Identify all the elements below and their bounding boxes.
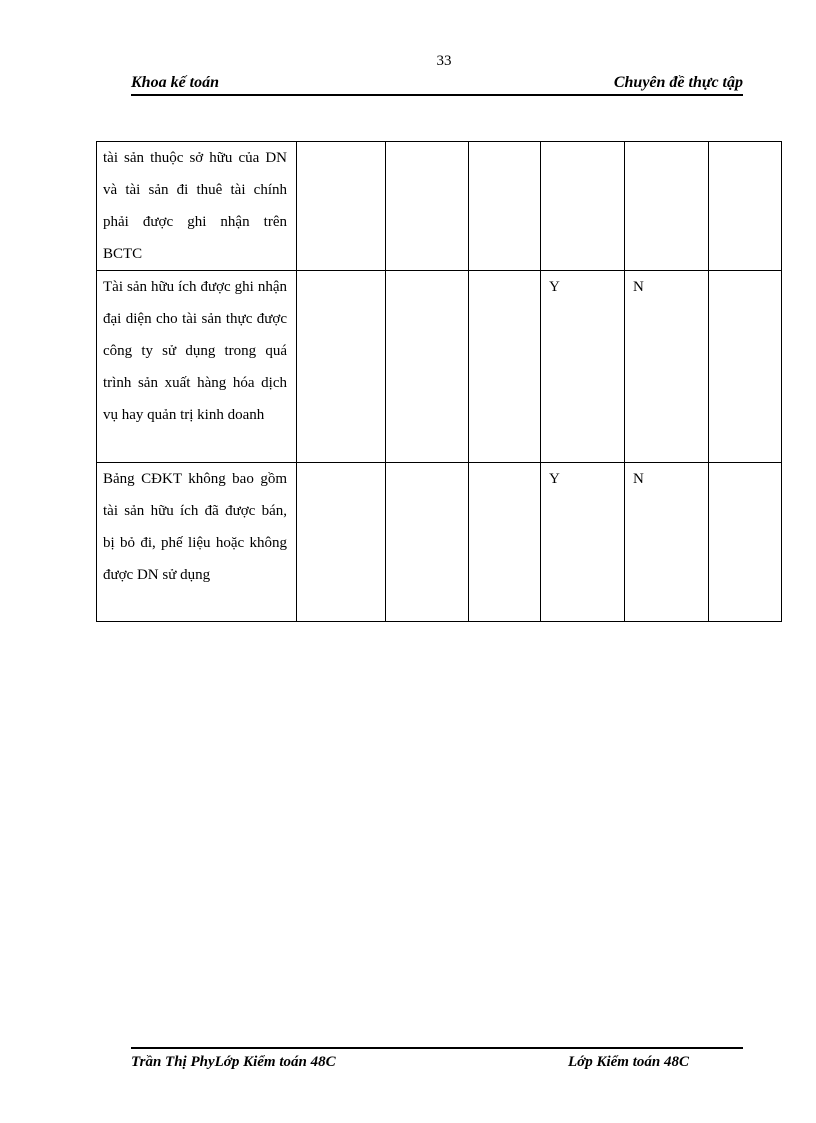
no-mark-cell: N <box>625 463 709 622</box>
yes-mark-cell <box>541 142 625 271</box>
table-cell <box>709 463 782 622</box>
table-cell <box>469 142 541 271</box>
table-cell <box>297 463 386 622</box>
table-cell <box>297 271 386 463</box>
table-cell <box>386 463 469 622</box>
header-report-title: Chuyên đề thực tập <box>613 74 743 91</box>
table-cell <box>709 271 782 463</box>
page-number: 33 <box>436 53 452 69</box>
table-cell <box>469 271 541 463</box>
yes-mark-cell: Y <box>541 271 625 463</box>
footer-class: Lớp Kiểm toán 48C <box>568 1054 689 1070</box>
table-cell <box>386 142 469 271</box>
footer-author: Trần Thị PhyLớp Kiểm toán 48C <box>131 1054 336 1070</box>
table-row <box>97 271 782 463</box>
table-cell <box>386 271 469 463</box>
table-cell <box>709 142 782 271</box>
page-footer <box>131 1047 743 1070</box>
row-description: tài sản thuộc sở hữu của DN và tài sản đi thuê tài chính phải được ghi nhận trên BCTC <box>97 142 297 271</box>
table-cell <box>297 142 386 271</box>
audit-checklist-table <box>96 141 782 622</box>
table-row <box>97 463 782 622</box>
table-cell <box>469 463 541 622</box>
page-header <box>131 74 743 96</box>
no-mark-cell <box>625 142 709 271</box>
no-mark-cell: N <box>625 271 709 463</box>
yes-mark-cell: Y <box>541 463 625 622</box>
header-department: Khoa kế toán <box>131 74 220 91</box>
row-description: Bảng CĐKT không bao gồm tài sản hữu ích đã được bán, bị bỏ đi, phế liệu hoặc không được DN sử dụng <box>97 463 297 622</box>
table-row <box>97 142 782 271</box>
row-description: Tài sản hữu ích được ghi nhận đại diện cho tài sản thực được công ty sử dụng trong quá trình sản xuất hàng hóa dịch vụ hay quản trị kinh doanh <box>97 271 297 463</box>
